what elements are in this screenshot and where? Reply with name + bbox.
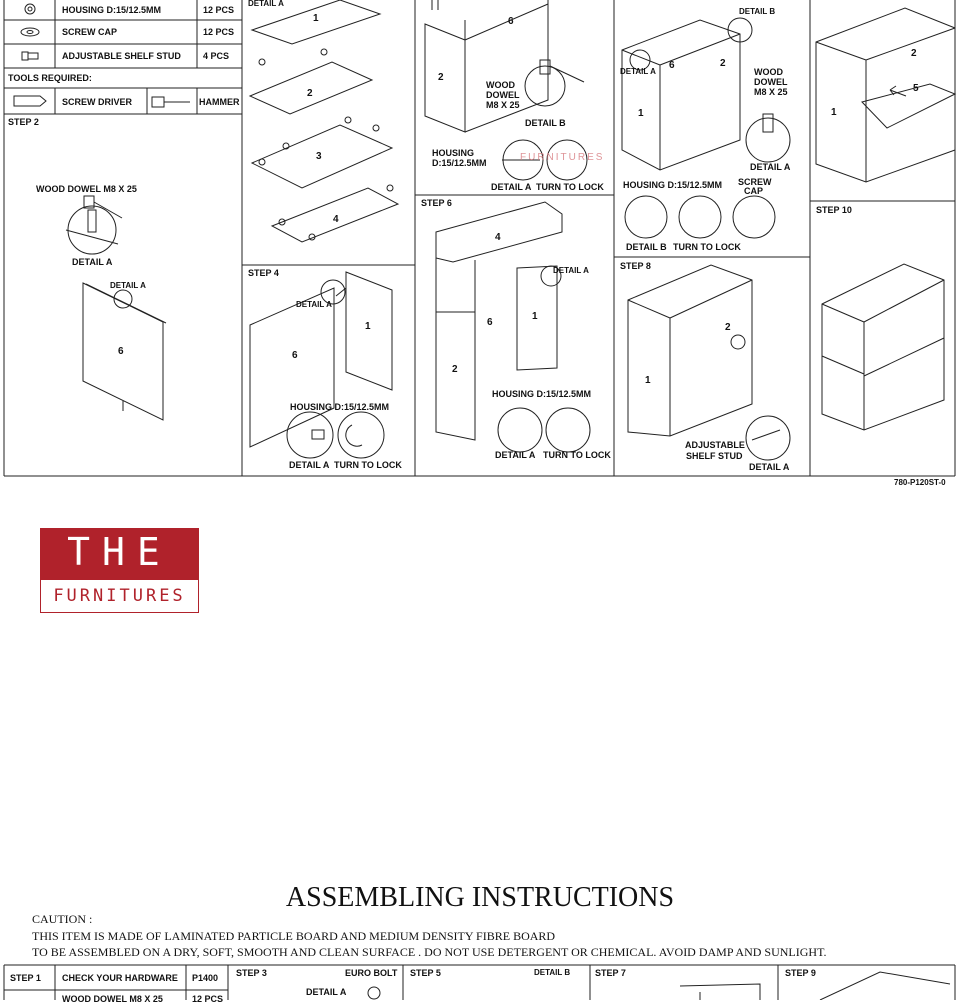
step4-title: STEP 4 xyxy=(248,268,279,278)
logo-line1: THE xyxy=(67,530,172,574)
bottom-euro-bolt-label: EURO BOLT xyxy=(345,968,398,978)
step2-wood-dowel-label: WOOD DOWEL M8 X 25 xyxy=(36,184,137,194)
hardware-housing-qty: 12 PCS xyxy=(203,5,235,15)
step7-panel-1: 1 xyxy=(638,108,644,119)
step4-detail-a-bottom: DETAIL A xyxy=(289,460,330,470)
step4-detail-a-label: DETAIL A xyxy=(296,300,332,309)
step7-dowel-size-label: M8 X 25 xyxy=(754,87,788,97)
bottom-check-hardware: CHECK YOUR HARDWARE xyxy=(62,973,178,983)
step6-turn-to-lock: TURN TO LOCK xyxy=(543,450,611,460)
step5-detail-b-label: DETAIL B xyxy=(525,118,566,128)
step5-dowel-label: DOWEL xyxy=(486,90,520,100)
step4-panel-1: 1 xyxy=(365,321,371,332)
caution-line-2: TO BE ASSEMBLED ON A DRY, SOFT, SMOOTH AND CLEAN SURFACE . DO NOT USE DETERGENT OR CHEMICAL. AVOID DAMP AND SUNLIGHT. xyxy=(32,945,827,959)
step5-detail-a-label: DETAIL A xyxy=(491,182,532,192)
hardware-shelfstud-name: ADJUSTABLE SHELF STUD xyxy=(62,51,181,61)
the-furnitures-logo xyxy=(40,528,199,614)
bottom-step7-title: STEP 7 xyxy=(595,968,626,978)
caution-label: CAUTION : xyxy=(32,912,93,926)
hardware-screwcap-name: SCREW CAP xyxy=(62,27,118,37)
step9-panel-2: 2 xyxy=(911,48,917,59)
step3-panel-1: 1 xyxy=(313,13,319,24)
page-title: ASSEMBLING INSTRUCTIONS xyxy=(285,882,675,913)
step7-detail-b-bottom: DETAIL B xyxy=(626,242,667,252)
bottom-detail-b-label: DETAIL B xyxy=(534,968,571,977)
step9-panel-1: 1 xyxy=(831,107,837,118)
step6-detail-a-bottom: DETAIL A xyxy=(495,450,536,460)
bottom-detail-a-label: DETAIL A xyxy=(306,987,347,997)
bottom-step3-title: STEP 3 xyxy=(236,968,267,978)
step8-shelf-stud-label: SHELF STUD xyxy=(686,451,743,461)
step4-housing-label: HOUSING D:15/12.5MM xyxy=(290,402,390,412)
bottom-step5-title: STEP 5 xyxy=(410,968,441,978)
bottom-part-code: P1400 xyxy=(192,973,219,983)
logo-line2: FURNITURES xyxy=(53,586,186,606)
hardware-housing-name: HOUSING D:15/12.5MM xyxy=(62,5,162,15)
step5-housing-size-label: D:15/12.5MM xyxy=(432,158,487,168)
step3-detail-a-label: DETAIL A xyxy=(248,0,284,8)
step2-detail-a-label: DETAIL A xyxy=(72,257,113,267)
hardware-screwcap-qty: 12 PCS xyxy=(203,27,235,37)
step2-detail-a-small: DETAIL A xyxy=(110,281,146,290)
step8-panel-2: 2 xyxy=(725,322,731,333)
logo-bottom-block xyxy=(40,580,199,613)
step6-housing-label: HOUSING D:15/12.5MM xyxy=(492,389,592,399)
step6-panel-6: 6 xyxy=(487,317,493,328)
step9-panel-5: 5 xyxy=(913,83,919,94)
step7-turn-to-lock: TURN TO LOCK xyxy=(673,242,741,252)
step4-turn-to-lock: TURN TO LOCK xyxy=(334,460,402,470)
step5-panel-2: 2 xyxy=(438,72,444,83)
step7-detail-a-bottom: DETAIL A xyxy=(750,162,791,172)
step7-panel-2: 2 xyxy=(720,58,726,69)
caution-line-1: THIS ITEM IS MADE OF LAMINATED PARTICLE BOARD AND MEDIUM DENSITY FIBRE BOARD xyxy=(32,929,556,943)
hardware-shelfstud-qty: 4 PCS xyxy=(203,51,230,61)
step8-title: STEP 8 xyxy=(620,261,651,271)
step5-dowel-size-label: M8 X 25 xyxy=(486,100,520,110)
step6-detail-a-label: DETAIL A xyxy=(553,266,589,275)
bottom-wood-dowel-row: WOOD DOWEL M8 X 25 xyxy=(62,994,163,1004)
step7-detail-a-label: DETAIL A xyxy=(620,67,656,76)
watermark-text: FURNITURES xyxy=(520,152,605,163)
tool-hammer-label: HAMMER xyxy=(199,97,240,107)
step7-housing-label: HOUSING D:15/12.5MM xyxy=(623,180,723,190)
bottom-wood-dowel-qty: 12 PCS xyxy=(192,994,224,1004)
step8-panel-1: 1 xyxy=(645,375,651,386)
step8-adjustable-label: ADJUSTABLE xyxy=(685,440,745,450)
step6-title: STEP 6 xyxy=(421,198,452,208)
step5-turn-to-lock: TURN TO LOCK xyxy=(536,182,604,192)
bottom-step9-title: STEP 9 xyxy=(785,968,816,978)
step5-panel-6: 6 xyxy=(508,16,514,27)
document-code: 780-P120ST-0 xyxy=(894,478,946,487)
step6-panel-1: 1 xyxy=(532,311,538,322)
tools-required-label: TOOLS REQUIRED: xyxy=(8,73,92,83)
step7-wood-label: WOOD xyxy=(754,67,783,77)
step4-panel-6: 6 xyxy=(292,350,298,361)
step7-dowel-label: DOWEL xyxy=(754,77,788,87)
tool-screwdriver-label: SCREW DRIVER xyxy=(62,97,133,107)
step3-panel-4: 4 xyxy=(333,214,339,225)
step5-wood-label: WOOD xyxy=(486,80,515,90)
step3-panel-2: 2 xyxy=(307,88,313,99)
step7-cap-label: CAP xyxy=(744,186,764,196)
step5-housing-label: HOUSING xyxy=(432,148,475,158)
step8-detail-a-label: DETAIL A xyxy=(749,462,790,472)
bottom-step1-title: STEP 1 xyxy=(10,973,41,983)
step10-title: STEP 10 xyxy=(816,205,852,215)
step7-panel-6: 6 xyxy=(669,60,675,71)
step7-screw-label: SCREW xyxy=(738,177,772,187)
step6-panel-4: 4 xyxy=(495,232,501,243)
logo-top-block xyxy=(40,528,199,580)
step6-panel-2: 2 xyxy=(452,364,458,375)
step2-title: STEP 2 xyxy=(8,117,39,127)
step3-panel-3: 3 xyxy=(316,151,322,162)
step7-detail-b-label: DETAIL B xyxy=(739,7,776,16)
step2-panel-number: 6 xyxy=(118,346,124,357)
